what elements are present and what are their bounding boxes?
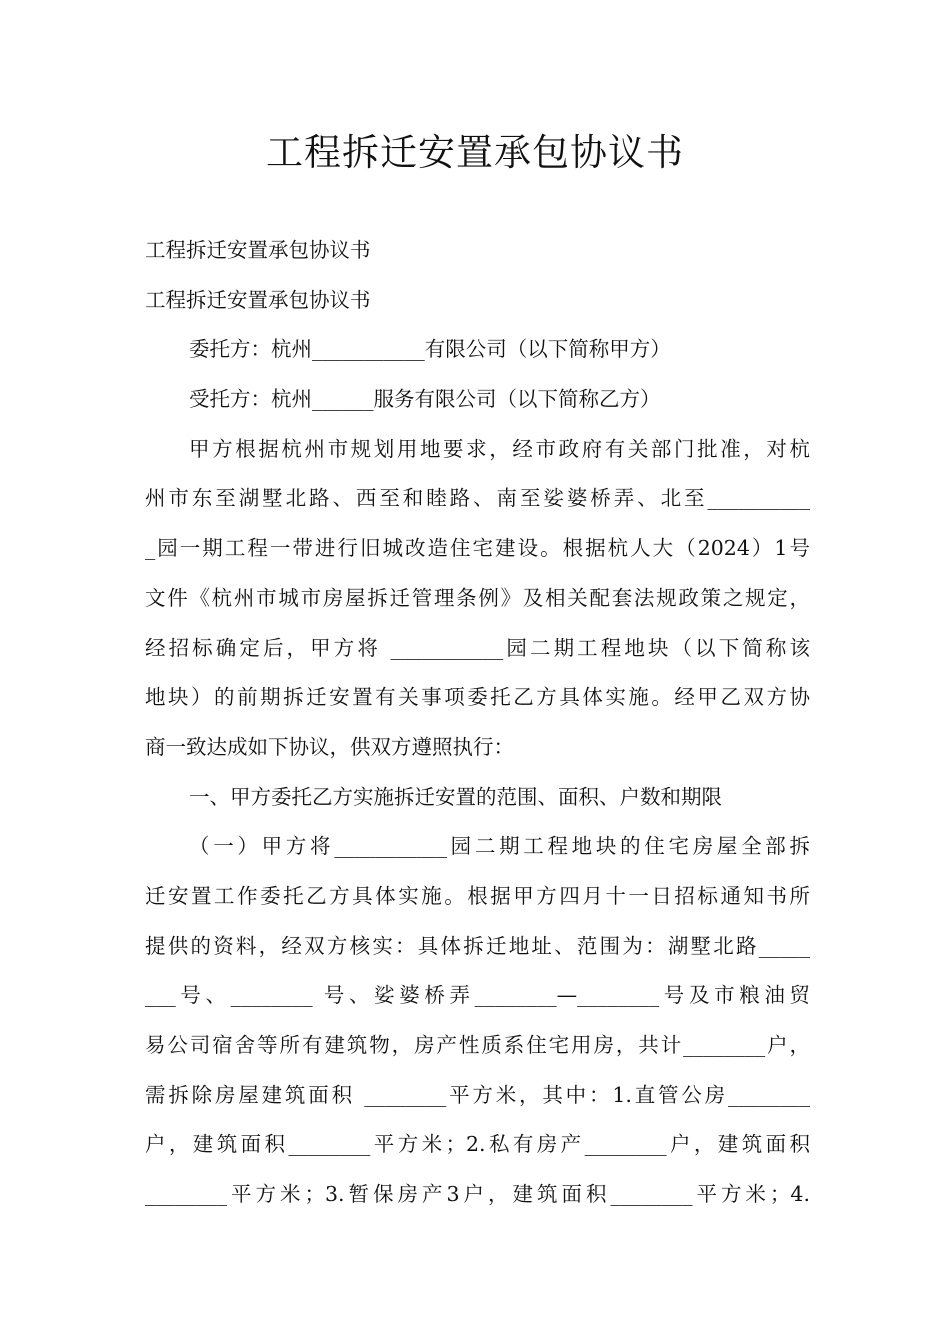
body-line: ________平方米；3.暂保房产3户，建筑面积________平方米；4. (145, 1182, 810, 1207)
body-line: 易公司宿舍等所有建筑物，房产性质系住宅用房，共计________户， (145, 1033, 810, 1057)
body-line: 地块）的前期拆迁安置有关事项委托乙方具体实施。经甲乙双方协 (145, 685, 810, 710)
body-line: 工程拆迁安置承包协议书 (145, 287, 371, 312)
body-line: 商一致达成如下协议，供双方遵照执行： (145, 734, 514, 759)
body-line: 需拆除房屋建筑面积 ________平方米，其中：1.直管公房________ (145, 1082, 810, 1107)
section-heading: 一、甲方委托乙方实施拆迁安置的范围、面积、户数和期限 (189, 784, 722, 809)
body-line: 文件《杭州市城市房屋拆迁管理条例》及相关配套法规政策之规定， (145, 585, 810, 610)
body-line: 迁安置工作委托乙方具体实施。根据甲方四月十一日招标通知书所 (145, 883, 810, 908)
body-line: 经招标确定后，甲方将 ___________园二期工程地块（以下简称该 (145, 635, 810, 660)
body-line: 工程拆迁安置承包协议书 (145, 238, 371, 262)
document-title: 工程拆迁安置承包协议书 (266, 131, 684, 174)
document-body (145, 226, 810, 1220)
body-line: （一）甲方将___________园二期工程地块的住宅房屋全部拆 (189, 834, 810, 859)
body-line: ___号、________ 号、娑婆桥弄________—________号及市粮油贸 (145, 983, 810, 1008)
body-line: 受托方：杭州______服务有限公司（以下简称乙方） (189, 387, 661, 412)
body-line: _园一期工程一带进行旧城改造住宅建设。根据杭人大（2024）1号 (145, 536, 810, 561)
body-line: 甲方根据杭州市规划用地要求，经市政府有关部门批准，对杭 (189, 436, 810, 461)
body-line: 委托方：杭州___________有限公司（以下简称甲方） (189, 337, 671, 362)
body-line: 州市东至湖墅北路、西至和睦路、南至娑婆桥弄、北至__________ (145, 486, 810, 511)
body-line: 户，建筑面积________平方米；2.私有房产________户，建筑面积 (145, 1132, 810, 1157)
body-line: 提供的资料，经双方核实：具体拆迁地址、范围为：湖墅北路_____ (145, 933, 810, 958)
